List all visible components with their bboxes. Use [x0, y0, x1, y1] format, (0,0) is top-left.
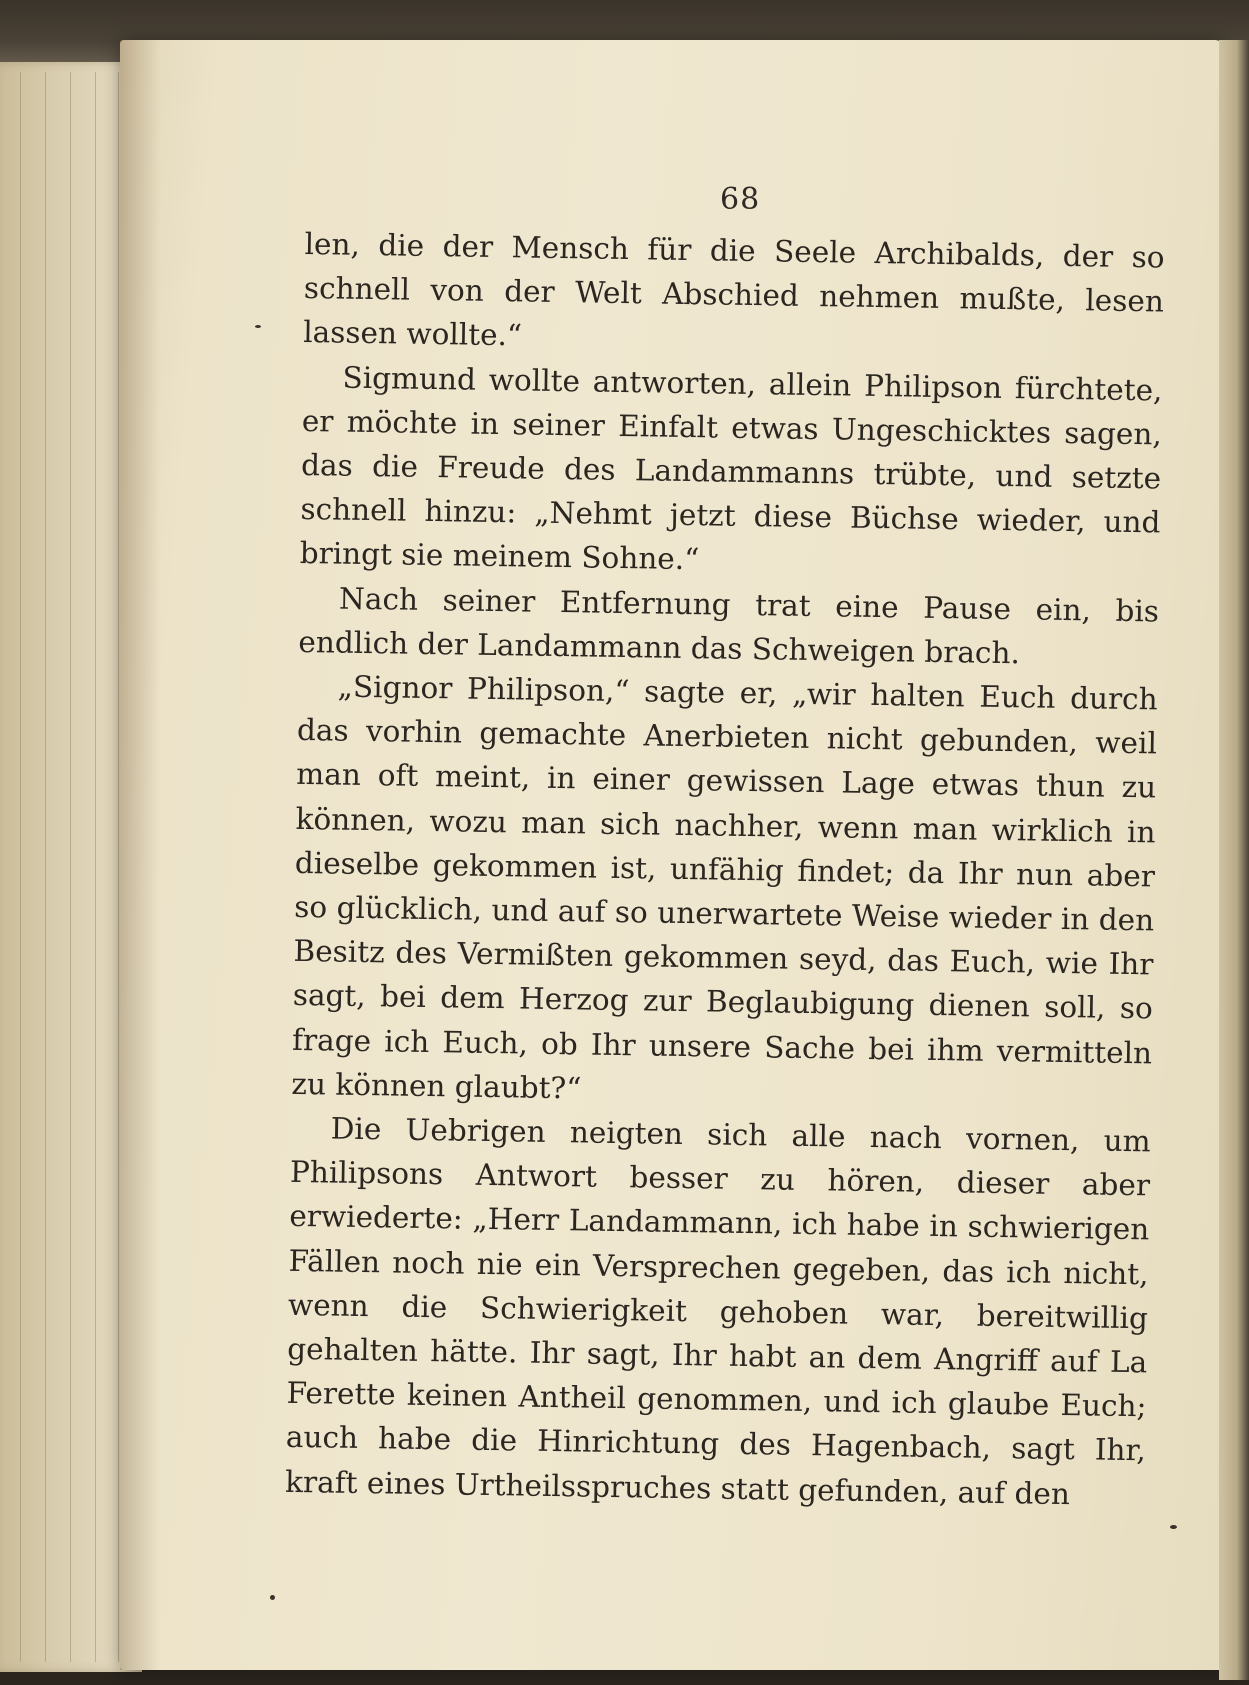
ink-speck — [1170, 1525, 1177, 1529]
paragraph-5: Die Uebrigen neigten sich alle nach vornen, um Philipsons Antwort besser zu hören, dieser aber erwiederte: „Herr Landammann, ich habe in schwierigen Fällen noch nie ein Versprechen gegeben, das ich nicht, wenn die Schwierigkeit gehoben war, bereitwillig gehalten hätte. Ihr sagt, Ihr habt an dem Angriff auf La Ferette keinen Antheil genommen, und ich glaube Euch; auch habe die Hinrichtung des Hagenbach, sagt Ihr, kraft eines Urtheilsspruches statt gefunden, auf den — [284, 1111, 1151, 1511]
page-text — [285, 222, 1165, 1517]
ink-speck — [270, 1595, 275, 1600]
paragraph-4: „Signor Philipson,“ sagte er, „wir halten Euch durch das vorhin gemachte Anerbieten nicht gebunden, weil man oft meint, in einer gewissen Lage etwas thun zu können, wozu man sich nachher, wenn man wirklich in dieselbe gekommen ist, unfähig findet; da Ihr nun aber so glücklich, und auf so unerwartete Weise wieder in den Besitz des Vermißten gekommen seyd, das Euch, wie Ihr sagt, bei dem Herzog zur Beglaubigung dienen soll, so frage ich Euch, ob Ihr unsere Sache bei ihm vermitteln zu können glaubt?“ — [291, 669, 1158, 1106]
ink-speck — [255, 325, 261, 328]
right-page-edge — [1219, 40, 1249, 1680]
page-gutter-shadow — [120, 40, 160, 1670]
page-number: 68 — [720, 182, 761, 217]
paragraph-1: len, die der Mensch für die Seele Archibalds, der so schnell von der Welt Abschied nehmen mußte, lesen lassen wollte.“ — [302, 226, 1165, 353]
paragraph-3: Nach seiner Entfernung trat eine Pause ein, bis endlich der Landammann das Schweigen brach. — [298, 581, 1160, 671]
paragraph-2: Sigmund wollte antworten, allein Philipson fürchtete, er möchte in seiner Einfalt etwas Ungeschicktes sagen, das die Freude des Landammanns trübte, und setzte schnell hinzu: „Nehmt jetzt diese Büchse wieder, und bringt sie meinem Sohne.“ — [299, 360, 1163, 577]
